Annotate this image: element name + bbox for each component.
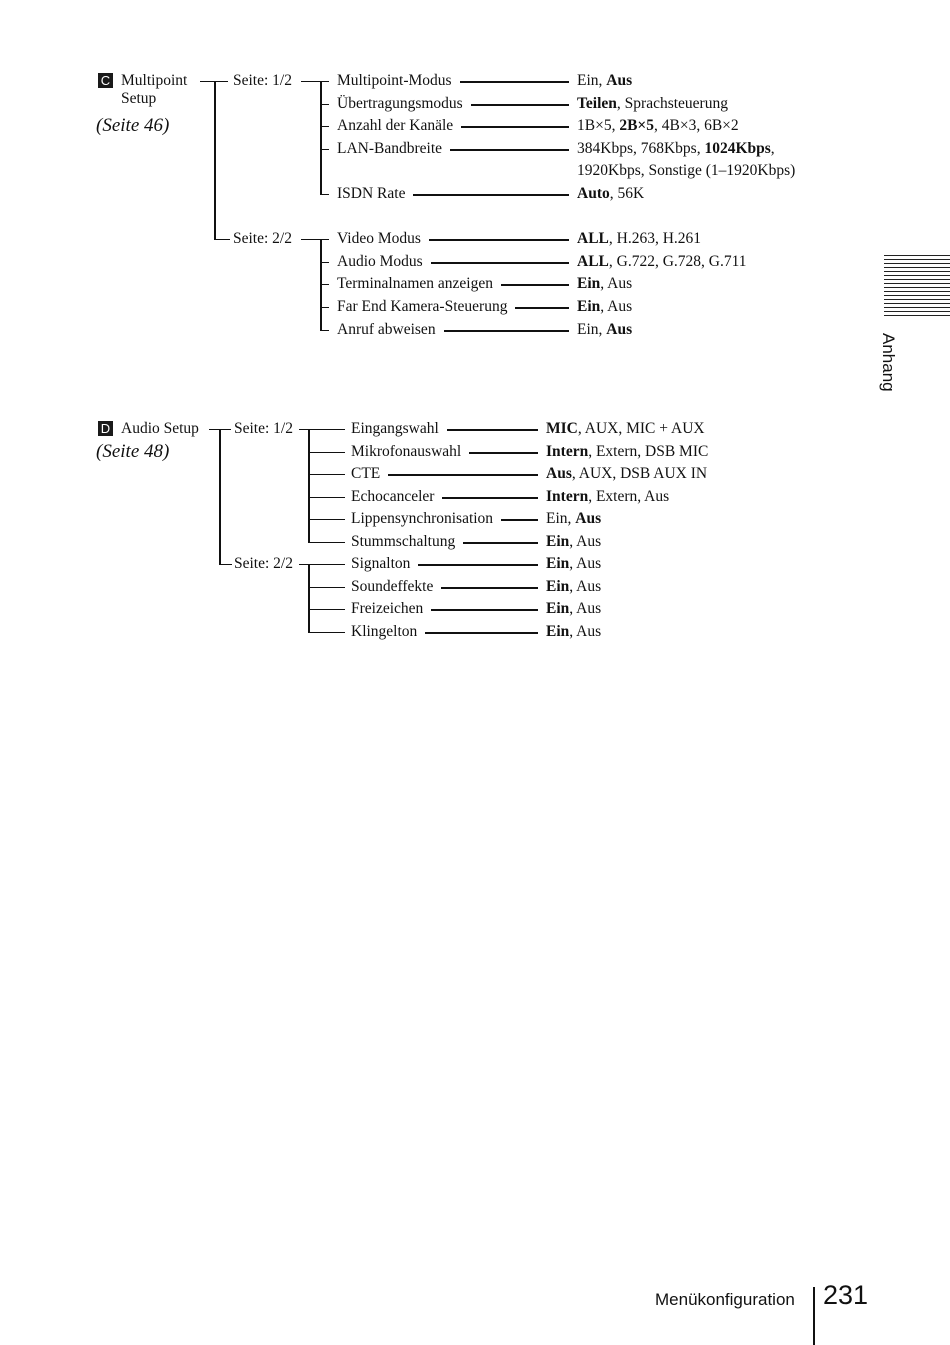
option-text: , H.263, H.261: [608, 230, 702, 247]
side-tab-label: Anhang: [879, 333, 898, 392]
menu-item-options: [577, 72, 632, 90]
footer-section-name: Menükonfiguration: [655, 1290, 795, 1309]
connector: [308, 452, 345, 453]
connector: [320, 149, 329, 150]
section-c-badge: C: [98, 73, 113, 88]
menu-item-options: [577, 140, 775, 158]
section-d-title: Audio Setup: [121, 420, 199, 437]
connector: [308, 587, 345, 588]
option-text: , Aus: [569, 555, 602, 572]
option-text: Ein,: [577, 72, 607, 89]
menu-item-options: [577, 321, 632, 339]
menu-item-label: Übertragungsmodus: [337, 94, 463, 112]
menu-item-options-cont: 1920Kbps, Sonstige (1–1920Kbps): [577, 162, 796, 180]
section-c-page-ref: (Seite 46): [96, 115, 170, 136]
option-text: , Aus: [600, 298, 633, 316]
menu-item-options: [546, 510, 601, 528]
leader-line: [425, 632, 538, 634]
default-option: Teilen: [577, 94, 617, 112]
section-c-page2-label: Seite: 2/2: [233, 230, 292, 247]
option-text: , 4B×3, 6B×2: [654, 117, 739, 135]
leader-line: [447, 429, 538, 431]
default-option: Aus: [575, 510, 602, 528]
option-text: , Extern, Aus: [588, 487, 670, 505]
section-d-page-ref: (Seite 48): [96, 441, 170, 462]
default-option: 1024Kbps: [704, 139, 771, 157]
leader-line: [441, 587, 538, 589]
default-option: 2B×5: [619, 117, 655, 135]
section-d-page1-label: Seite: 1/2: [234, 420, 293, 437]
menu-item-options: [546, 623, 601, 641]
default-option: Aus: [606, 320, 633, 338]
connector: [308, 497, 345, 498]
menu-item-options: [577, 275, 632, 293]
default-option: Auto: [577, 185, 610, 202]
connector: [320, 126, 329, 127]
section-c-page1-label: Seite: 1/2: [233, 72, 292, 89]
page-number: 231: [823, 1280, 869, 1310]
menu-item-label: Video Modus: [337, 230, 421, 247]
option-text: , AUX, DSB AUX IN: [571, 465, 708, 483]
leader-line: [515, 307, 569, 309]
option-text: , Sprachsteuerung: [616, 94, 728, 112]
menu-item-label: Eingangswahl: [351, 420, 439, 437]
menu-item-label: Klingelton: [351, 623, 418, 641]
menu-item-label: Freizeichen: [351, 600, 424, 618]
menu-item-label: Audio Modus: [337, 252, 423, 270]
default-option: Ein: [546, 555, 570, 572]
default-option: Intern: [546, 487, 589, 505]
menu-item-options: [577, 253, 747, 271]
connector: [214, 239, 230, 240]
menu-item-label: Lippensynchronisation: [351, 510, 494, 528]
leader-line: [431, 262, 569, 264]
menu-item-options: [546, 465, 707, 483]
option-text: , Aus: [569, 600, 602, 618]
leader-line: [388, 474, 538, 476]
menu-item-label: Terminalnamen anzeigen: [337, 275, 493, 293]
connector: [308, 429, 310, 543]
connector: [320, 284, 329, 285]
leader-line: [429, 239, 569, 241]
connector: [308, 632, 345, 633]
option-text: 384Kbps, 768Kbps,: [577, 139, 705, 157]
menu-item-label: Soundeffekte: [351, 577, 434, 595]
leader-line: [442, 497, 538, 499]
option-text: , Aus: [569, 623, 602, 641]
default-option: Ein: [546, 533, 570, 550]
menu-item-options: [546, 533, 601, 551]
menu-item-label: LAN-Bandbreite: [337, 139, 443, 157]
option-text: Ein,: [546, 510, 576, 528]
footer-divider: [813, 1287, 815, 1345]
leader-line: [460, 81, 569, 83]
menu-item-options: [546, 555, 601, 573]
connector: [308, 519, 345, 520]
option-text: , 56K: [609, 185, 645, 202]
leader-line: [413, 194, 569, 196]
menu-item-label: Far End Kamera-Steuerung: [337, 298, 508, 316]
menu-item-label: Echocanceler: [351, 487, 435, 505]
menu-item-options: [546, 488, 669, 506]
option-text: , G.722, G.728, G.711: [608, 252, 747, 270]
connector: [320, 104, 329, 105]
connector: [308, 474, 345, 475]
leader-line: [501, 519, 538, 521]
leader-line: [450, 149, 569, 151]
menu-item-options: [546, 420, 705, 438]
menu-item-label: CTE: [351, 465, 381, 483]
menu-item-options: [577, 298, 632, 316]
leader-line: [431, 609, 538, 611]
menu-item-label: Mikrofonauswahl: [351, 442, 462, 460]
default-option: MIC: [546, 420, 578, 437]
menu-item-label: Anzahl der Kanäle: [337, 117, 454, 135]
option-text: , Extern, DSB MIC: [588, 442, 709, 460]
menu-item-options: [577, 117, 739, 135]
default-option: Ein: [577, 298, 601, 316]
option-text: , Aus: [569, 533, 602, 550]
connector: [308, 609, 345, 610]
section-d-badge: D: [98, 421, 113, 436]
section-c-title-line1: Multipoint: [121, 72, 188, 89]
option-text: , Aus: [569, 577, 602, 595]
leader-line: [471, 104, 569, 106]
side-tab-stripes: [884, 255, 950, 321]
menu-item-label: Multipoint-Modus: [337, 72, 452, 89]
connector: [320, 262, 329, 263]
default-option: ALL: [577, 252, 609, 270]
default-option: ALL: [577, 230, 609, 247]
connector: [320, 330, 329, 331]
leader-line: [444, 330, 569, 332]
connector: [214, 81, 216, 239]
menu-item-label: Stummschaltung: [351, 533, 456, 550]
connector: [308, 542, 345, 543]
option-text: , AUX, MIC + AUX: [577, 420, 705, 437]
option-text: , Aus: [600, 275, 633, 293]
leader-line: [469, 452, 538, 454]
connector: [320, 81, 322, 194]
menu-item-options: [546, 600, 601, 618]
connector: [320, 194, 329, 195]
connector: [219, 564, 232, 565]
default-option: Ein: [546, 577, 570, 595]
menu-item-options: [546, 578, 601, 596]
menu-item-label: Signalton: [351, 555, 411, 572]
menu-item-options: [577, 185, 644, 203]
default-option: Aus: [606, 72, 633, 89]
option-text: 1B×5,: [577, 117, 620, 135]
menu-item-options: [546, 443, 708, 461]
default-option: Aus: [546, 465, 572, 483]
section-d-page2-label: Seite: 2/2: [234, 555, 293, 572]
leader-line: [418, 564, 538, 566]
menu-item-label: ISDN Rate: [337, 185, 406, 202]
option-text: ,: [770, 139, 775, 157]
default-option: Intern: [546, 442, 589, 460]
menu-item-options: [577, 230, 701, 248]
menu-item-options: [577, 95, 728, 113]
leader-line: [461, 126, 569, 128]
leader-line: [501, 284, 569, 286]
default-option: Ein: [577, 275, 601, 293]
leader-line: [463, 542, 538, 544]
connector: [320, 307, 329, 308]
connector: [308, 429, 345, 430]
connector: [308, 564, 345, 565]
connector: [320, 239, 329, 240]
option-text: Ein,: [577, 320, 607, 338]
connector: [320, 81, 329, 82]
connector: [219, 429, 221, 564]
default-option: Ein: [546, 600, 570, 618]
connector: [308, 564, 310, 632]
default-option: Ein: [546, 623, 570, 641]
section-c-title-line2: Setup: [121, 90, 157, 107]
menu-item-label: Anruf abweisen: [337, 320, 436, 338]
